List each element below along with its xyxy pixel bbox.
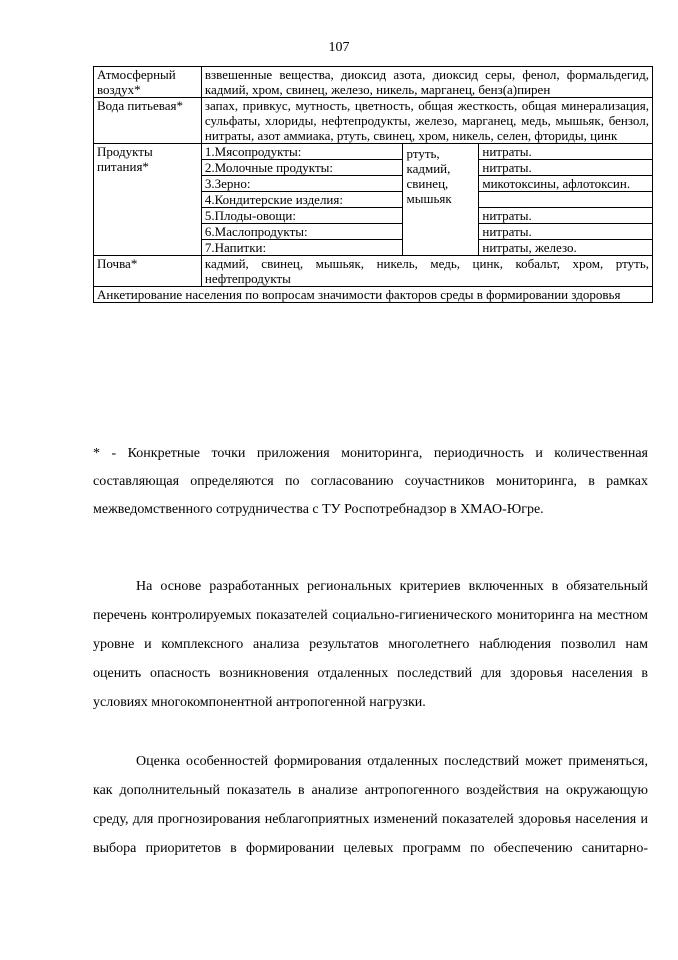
table-row [94,144,653,160]
food-product: 3.Зерно: [201,176,403,192]
food-product: 5.Плоды-овощи: [201,208,403,224]
row-content: запах, привкус, мутность, цветность, общая жесткость, общая минерализация, сульфаты, хлориды, нефтепродукты, железо, марганец, медь, мышьяк, бензол, нитраты, азот аммиака, ртуть, свинец, хром, никель, селен, фториды, цинк [201,98,652,144]
food-extra: нитраты. [479,144,653,160]
row-name: Продукты питания* [94,144,202,256]
paragraph: На основе разработанных региональных критериев включенных в обязательный перечень контролируемых показателей социально-гигиенического мониторинга на местном уровне и комплексного анализа результатов многолетнего наблюдения позволил нам оценить опасность возникновения отдаленных последствий для здоровья населения в условиях многокомпонентной антропогенной нагрузки. [93,579,648,710]
food-extra [479,192,653,208]
row-content: кадмий, свинец, мышьяк, никель, медь, цинк, кобальт, хром, ртуть, нефтепродукты [201,256,652,287]
food-metals-text: ртуть, кадмий, свинец, мышьяк [406,146,452,206]
row-name: Вода питьевая* [94,98,202,144]
food-extra: нитраты. [479,160,653,176]
paragraph: Оценка особенностей формирования отдаленных последствий может применяться, как дополнительный показатель в анализе антропогенного воздействия на окружающую среду, для прогнозирования неблагоприятных изменений показателей здоровья населения и выбора приоритетов в формировании целевых программ по обеспечению санитарно- [93,754,648,856]
footnote: * - Конкретные точки приложения мониторинга, периодичность и количественная составляющая определяются по согласованию соучастников мониторинга, в рамках межведомственного сотрудничества с ТУ Роспотребнадзор в ХМАО-Югре. [93,446,648,517]
food-product: 1.Мясопродукты: [201,144,403,160]
table-row [94,98,653,144]
food-extra: нитраты. [479,208,653,224]
row-content: взвешенные вещества, диоксид азота, диоксид серы, фенол, формальдегид, кадмий, хром, свинец, железо, никель, марганец, бенз(а)пирен [201,67,652,98]
food-product: 4.Кондитерские изделия: [201,192,403,208]
food-product: 2.Молочные продукты: [201,160,403,176]
food-extra: микотоксины, афлотоксин. [479,176,653,192]
table-row [94,287,653,303]
table-row [94,67,653,98]
row-name: Почва* [94,256,202,287]
food-metals [403,144,479,256]
food-extra: нитраты. [479,224,653,240]
food-product: 6.Маслопродукты: [201,224,403,240]
food-product: 7.Напитки: [201,240,403,256]
food-extra: нитраты, железо. [479,240,653,256]
survey-row: Анкетирование населения по вопросам значимости факторов среды в формировании здоровья [94,287,653,303]
monitoring-table [93,66,653,303]
table-row [94,256,653,287]
page-number: 107 [328,40,350,55]
row-name: Атмосферный воздух* [94,67,202,98]
